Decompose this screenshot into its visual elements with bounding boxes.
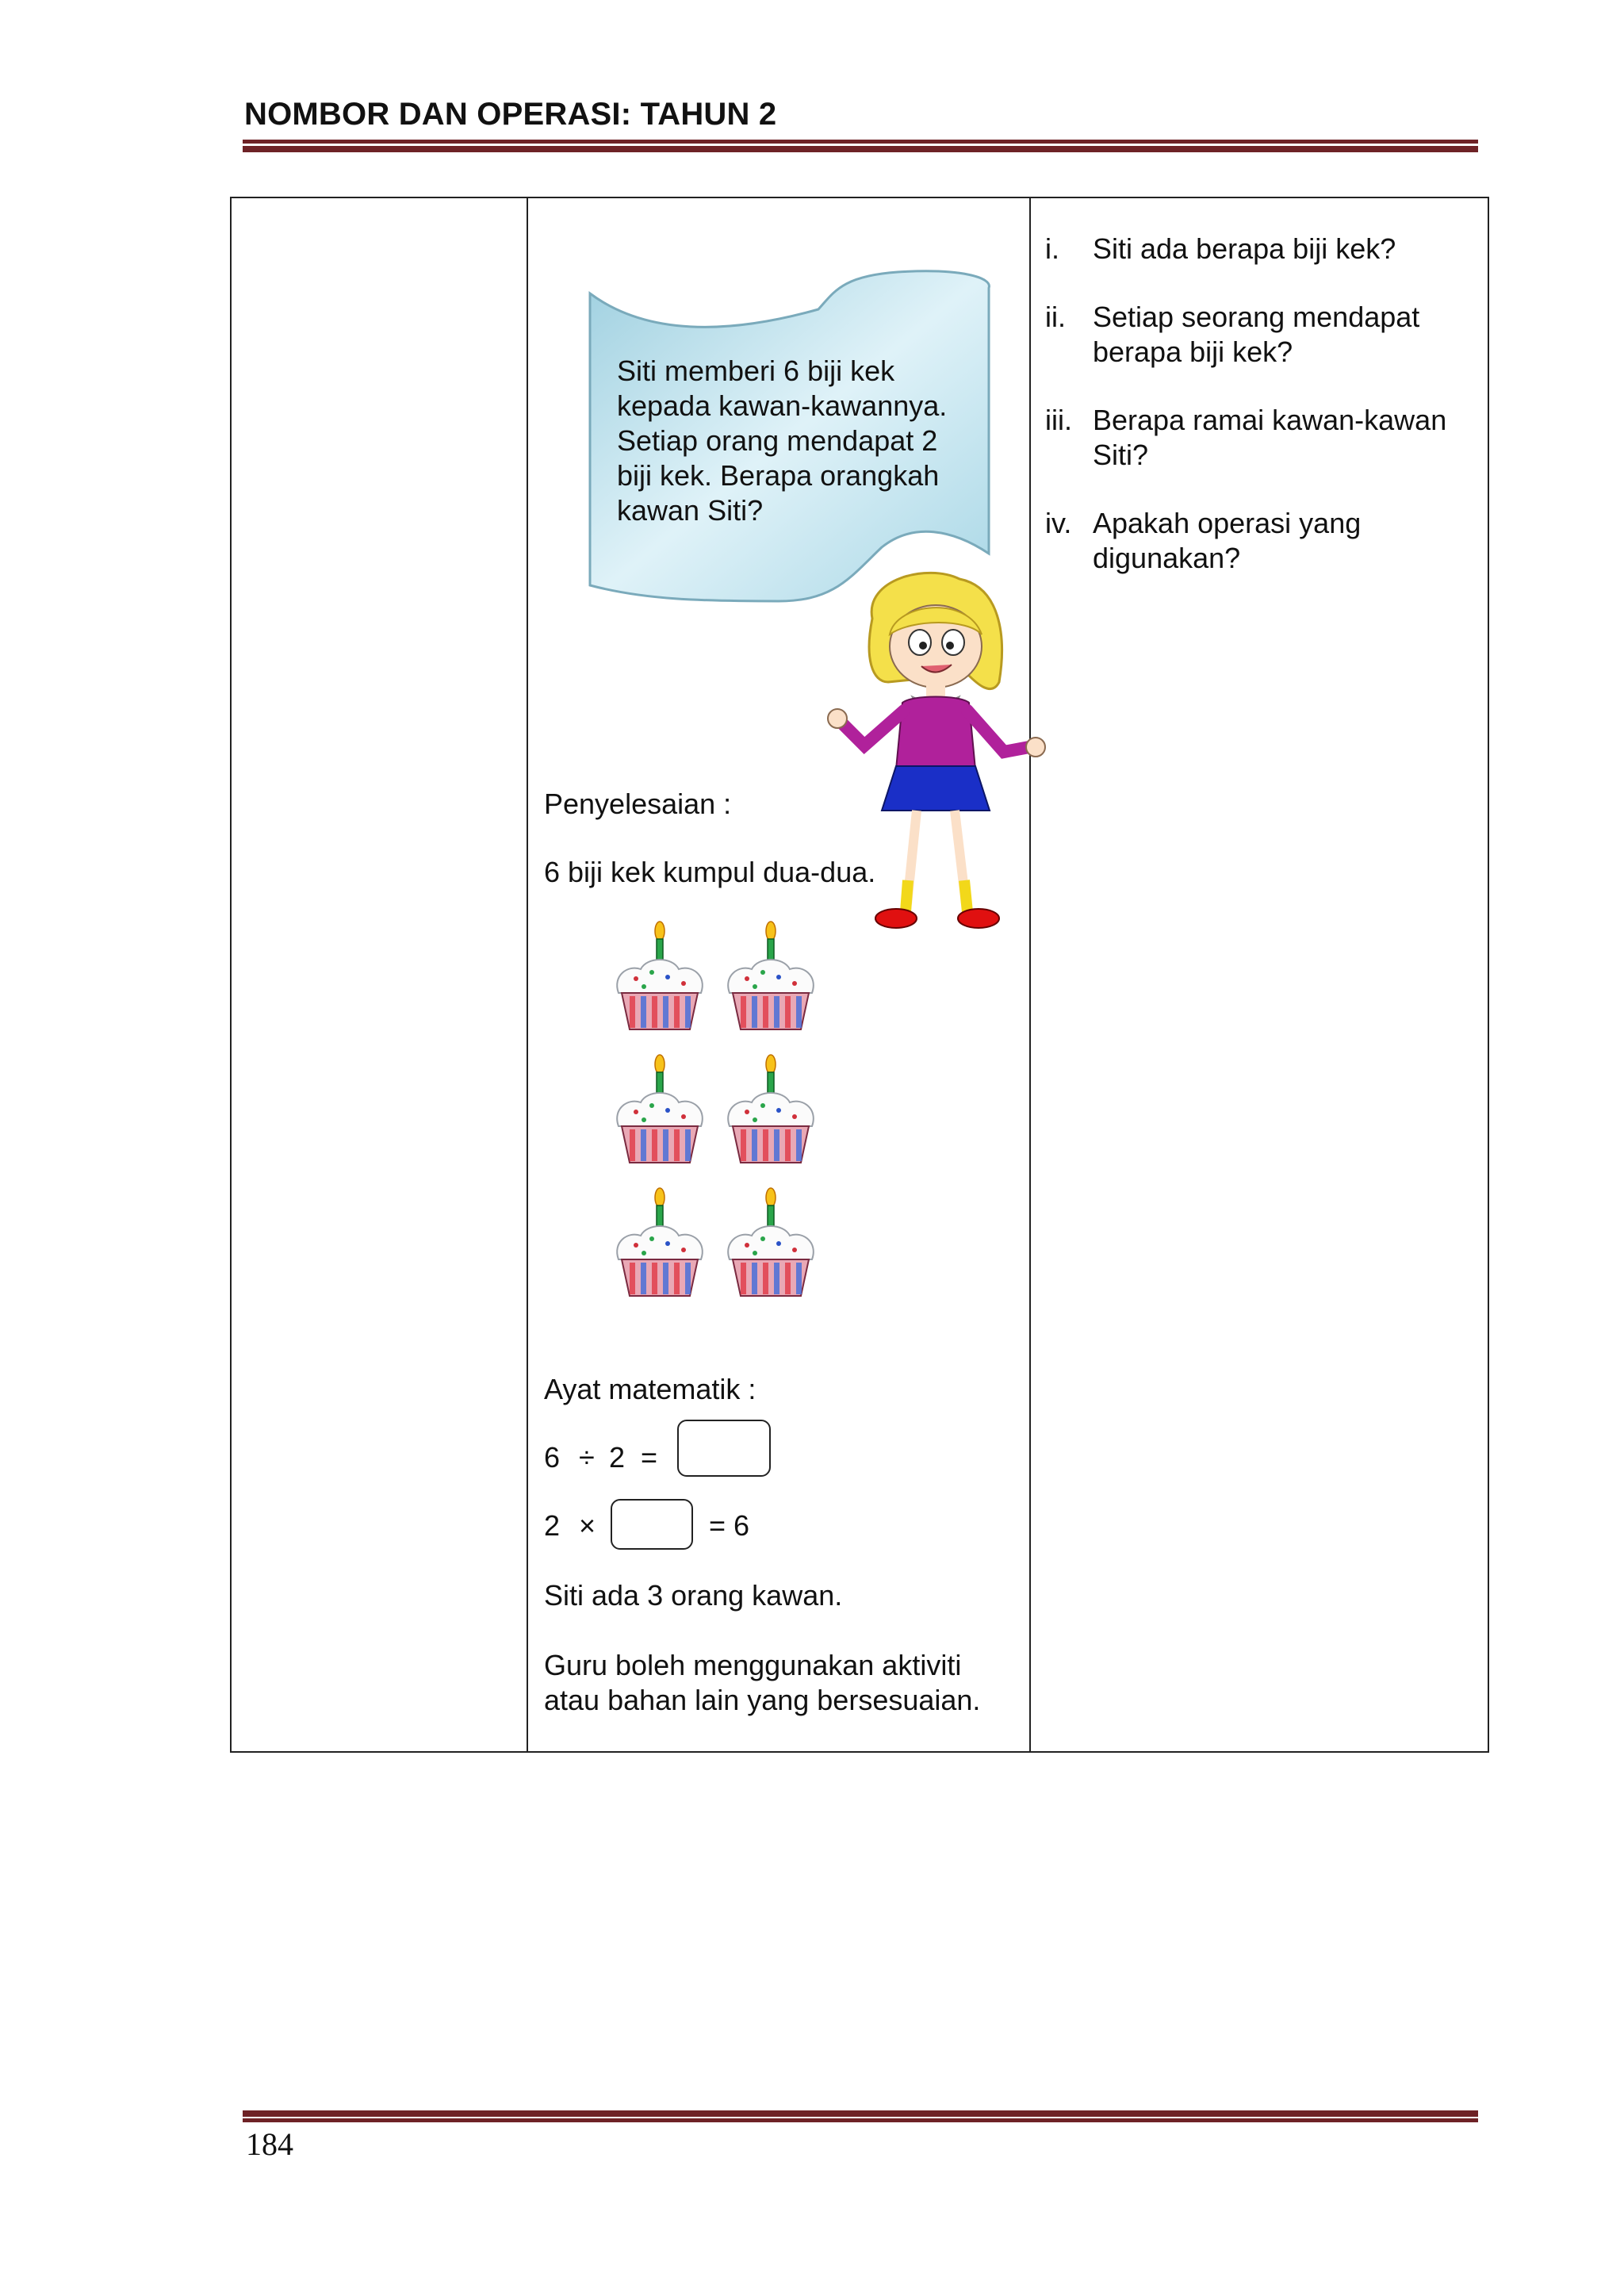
eq1-a: 6 — [544, 1441, 561, 1474]
question-number: iii. — [1045, 404, 1072, 436]
question-text: Setiap seorang mendapat berapa biji kek? — [1093, 301, 1420, 368]
page-title: NOMBOR DAN OPERASI: TAHUN 2 — [244, 97, 777, 132]
question-number: ii. — [1045, 301, 1066, 333]
scroll-line: Siti memberi 6 biji kek — [617, 355, 895, 387]
cupcake-icon — [728, 922, 814, 1029]
eq1-op: ÷ — [579, 1441, 595, 1474]
question-text: Berapa ramai kawan-kawan Siti? — [1093, 404, 1447, 471]
cupcake-icon — [617, 922, 703, 1029]
eq2-op: × — [579, 1509, 596, 1542]
girl-skirt — [882, 766, 990, 811]
solution-label: Penyelesaian : — [544, 788, 732, 820]
cupcake-icon — [617, 1055, 703, 1163]
question-number: iv. — [1045, 507, 1072, 539]
math-sentence-label: Ayat matematik : — [544, 1373, 756, 1405]
column-divider-1 — [527, 198, 528, 1751]
girl-shoe — [875, 909, 917, 928]
scroll-line: Setiap orang mendapat 2 — [617, 424, 938, 457]
cupcake-icon — [728, 1055, 814, 1163]
teacher-note-line: atau bahan lain yang bersesuaian. — [544, 1684, 981, 1716]
girl-shoe — [958, 909, 999, 928]
scroll-line: biji kek. Berapa orangkah — [617, 459, 940, 492]
header-rule-thick — [243, 146, 1478, 152]
question-number: i. — [1045, 232, 1059, 265]
footer-rule-thin — [243, 2118, 1478, 2122]
eq2-rhs: = 6 — [709, 1509, 750, 1542]
footer-rule-thick — [243, 2110, 1478, 2117]
eq1-eq: = — [641, 1441, 658, 1474]
page-number: 184 — [246, 2126, 293, 2162]
grouping-text: 6 biji kek kumpul dua-dua. — [544, 856, 876, 888]
eq1-b: 2 — [609, 1441, 626, 1474]
answer-box-1[interactable] — [677, 1420, 771, 1477]
scroll-line: kepada kawan-kawannya. — [617, 389, 948, 422]
teacher-note-line: Guru boleh menggunakan aktiviti — [544, 1649, 962, 1681]
eq2-a: 2 — [544, 1509, 561, 1542]
question-text: Siti ada berapa biji kek? — [1093, 232, 1396, 265]
cupcake-icon — [728, 1188, 814, 1296]
cupcake-icon — [617, 1188, 703, 1296]
scroll-line: kawan Siti? — [617, 494, 764, 527]
cupcakes-grid — [604, 920, 866, 1324]
question-text: Apakah operasi yang digunakan? — [1093, 507, 1362, 574]
header-rule-thin — [243, 140, 1478, 144]
answer-box-2[interactable] — [611, 1499, 693, 1550]
scroll-text — [617, 354, 990, 528]
lesson-table — [230, 197, 1489, 1753]
conclusion-text: Siti ada 3 orang kawan. — [544, 1579, 843, 1612]
